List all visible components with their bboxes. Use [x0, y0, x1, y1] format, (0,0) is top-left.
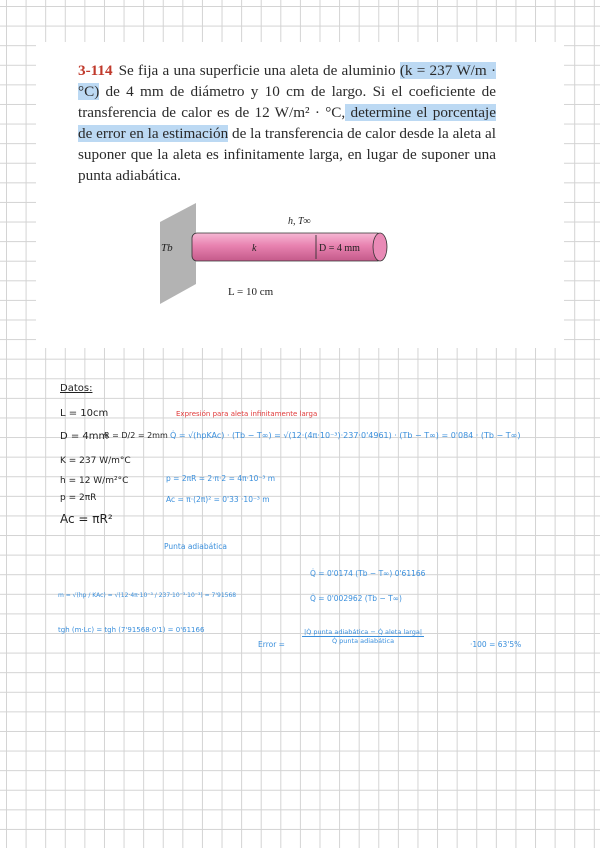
l-label: L = 10 cm — [228, 286, 274, 298]
ac-calculation: Ac = π·(2π)² = 0'33 ·10⁻³ m — [166, 495, 270, 504]
q-infinite-equation: Q̇ = √(hpKAc) · (Tb − T∞) = √(12·(4π·10⁻³)·237·0'4961) · (Tb − T∞) = 0'084 · (Tb − T∞) — [170, 431, 521, 440]
r-value: R = D/2 = 2mm — [104, 431, 168, 440]
error-result: ·100 = 63'5% — [470, 640, 522, 649]
problem-text-part-a: Se fija a una superficie una aleta de aluminio — [118, 62, 400, 79]
k-value: K = 237 W/m°C — [60, 456, 131, 466]
p-value: p = 2πR — [60, 493, 97, 503]
infinite-fin-title: Expresión para aleta infinitamente larga — [176, 410, 318, 418]
error-fraction — [302, 628, 424, 645]
error-label: Error = — [258, 640, 285, 649]
problem-text-part-b: de 4 mm de diámetro y 10 cm de largo. Si el coeficiente de transferencia de calor es de 12 W/m² · °C, — [78, 83, 496, 121]
adiabatic-tip-title: Punta adiabática — [164, 542, 227, 551]
error-numerator: |Q̇ punta adiabática − Q̇ aleta larga| — [304, 628, 423, 636]
h-tinf-label: h, T∞ — [288, 216, 311, 227]
fin-figure — [156, 202, 396, 307]
d-value: D = 4mm — [60, 431, 109, 442]
tgh-calculation: tgh (m·Lc) = tgh (7'91568·0'1) = 0'61166 — [58, 626, 205, 634]
highlighted-text-1: (k = 237 W/m · °C) — [78, 62, 497, 100]
problem-number: 3-114 — [78, 62, 113, 79]
error-denominator: Q̇ punta adiabática — [331, 637, 395, 645]
highlighted-text-2: determine el porcentaje de error en la estimación — [78, 104, 496, 142]
textbook-excerpt — [36, 42, 564, 348]
problem-statement — [78, 60, 496, 186]
problem-text-part-c: de la transferencia de calor desde la aleta al suponer que la aleta es infinitamente larga, en lugar de suponer una punta adiabática. — [78, 125, 497, 184]
d-label: D = 4 mm — [319, 243, 360, 254]
ac-value: Ac = πR² — [60, 512, 113, 526]
k-label: k — [252, 243, 257, 254]
q-adiabatic-line-1: Q̇ = 0'0174 (Tb − T∞) 0'61166 — [310, 569, 426, 578]
tb-label: Tb — [161, 242, 173, 254]
datos-title: Datos: — [60, 383, 93, 394]
p-calculation: p = 2πR = 2·π·2 = 4π·10⁻³ m — [166, 474, 276, 483]
l-value: L = 10cm — [60, 408, 109, 419]
h-value: h = 12 W/m²°C — [60, 476, 129, 486]
q-adiabatic-line-2: Q̇ = 0'002962 (Tb − T∞) — [310, 594, 402, 603]
fin-tip — [373, 233, 387, 261]
m-calculation: m = √(hp / KAc) = √(12·4π·10⁻³ / 237·10⁻³·10⁻³) = 7'91568 — [58, 592, 237, 599]
error-fraction-stack — [302, 628, 424, 645]
